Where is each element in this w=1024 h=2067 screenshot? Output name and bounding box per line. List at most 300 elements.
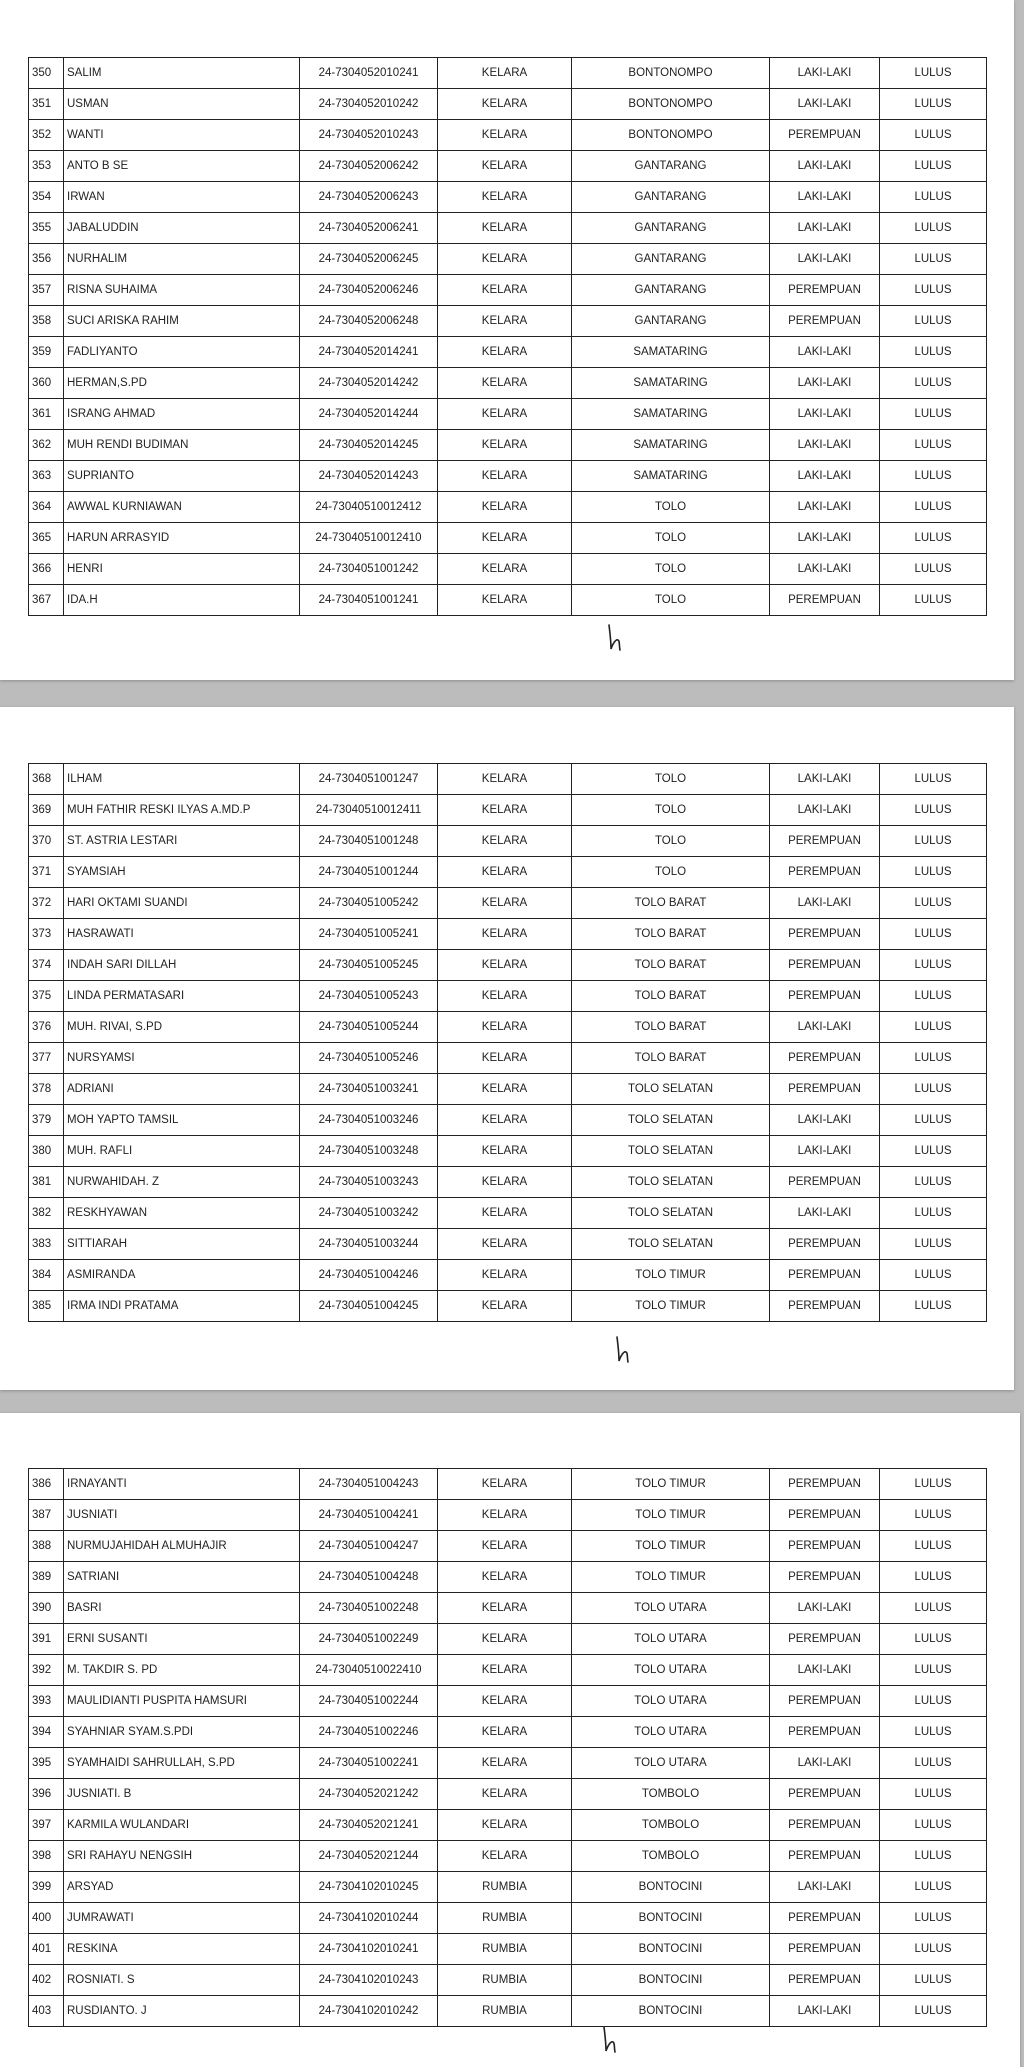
kecamatan-cell: KELARA	[438, 1655, 572, 1686]
participant-name-cell: AWWAL KURNIAWAN	[64, 492, 300, 523]
gender-cell: PEREMPUAN	[770, 857, 880, 888]
table-row	[29, 1779, 987, 1810]
participant-name-cell: SATRIANI	[64, 1562, 300, 1593]
kecamatan-cell: RUMBIA	[438, 1872, 572, 1903]
participant-name-cell: FADLIYANTO	[64, 337, 300, 368]
participant-name-cell: LINDA PERMATASARI	[64, 981, 300, 1012]
desa-cell: TOLO TIMUR	[572, 1469, 770, 1500]
status-cell: LULUS	[880, 1872, 987, 1903]
kecamatan-cell: KELARA	[438, 888, 572, 919]
gender-cell: LAKI-LAKI	[770, 58, 880, 89]
status-cell: LULUS	[880, 1167, 987, 1198]
status-cell: LULUS	[880, 919, 987, 950]
desa-cell: SAMATARING	[572, 399, 770, 430]
table-row	[29, 1043, 987, 1074]
kecamatan-cell: KELARA	[438, 764, 572, 795]
desa-cell: BONTONOMPO	[572, 58, 770, 89]
desa-cell: TOLO UTARA	[572, 1655, 770, 1686]
participant-id-cell: 24-7304051005243	[300, 981, 438, 1012]
status-cell: LULUS	[880, 1996, 987, 2027]
desa-cell: GANTARANG	[572, 213, 770, 244]
row-number-cell: 391	[29, 1624, 64, 1655]
table-row	[29, 1291, 987, 1322]
kecamatan-cell: KELARA	[438, 1810, 572, 1841]
status-cell: LULUS	[880, 1748, 987, 1779]
row-number-cell: 356	[29, 244, 64, 275]
table-row	[29, 554, 987, 585]
status-cell: LULUS	[880, 1965, 987, 1996]
desa-cell: GANTARANG	[572, 275, 770, 306]
participant-id-cell: 24-7304102010243	[300, 1965, 438, 1996]
participant-id-cell: 24-7304102010241	[300, 1934, 438, 1965]
participant-name-cell: HARUN ARRASYID	[64, 523, 300, 554]
participants-table	[28, 57, 987, 616]
gender-cell: LAKI-LAKI	[770, 888, 880, 919]
status-cell: LULUS	[880, 1105, 987, 1136]
gender-cell: LAKI-LAKI	[770, 89, 880, 120]
desa-cell: GANTARANG	[572, 151, 770, 182]
gender-cell: LAKI-LAKI	[770, 1593, 880, 1624]
gender-cell: PEREMPUAN	[770, 950, 880, 981]
gender-cell: LAKI-LAKI	[770, 244, 880, 275]
status-cell: LULUS	[880, 1043, 987, 1074]
document-page-3	[0, 1413, 1020, 2067]
row-number-cell: 358	[29, 306, 64, 337]
kecamatan-cell: KELARA	[438, 492, 572, 523]
table-row	[29, 826, 987, 857]
table-row	[29, 1934, 987, 1965]
participant-name-cell: HERMAN,S.PD	[64, 368, 300, 399]
kecamatan-cell: KELARA	[438, 1167, 572, 1198]
row-number-cell: 380	[29, 1136, 64, 1167]
table-row	[29, 1593, 987, 1624]
table-row	[29, 120, 987, 151]
participant-name-cell: NURWAHIDAH. Z	[64, 1167, 300, 1198]
desa-cell: TOLO BARAT	[572, 981, 770, 1012]
table-row	[29, 1229, 987, 1260]
participant-id-cell: 24-7304051004248	[300, 1562, 438, 1593]
row-number-cell: 363	[29, 461, 64, 492]
row-number-cell: 388	[29, 1531, 64, 1562]
participant-name-cell: ANTO B SE	[64, 151, 300, 182]
participant-name-cell: SITTIARAH	[64, 1229, 300, 1260]
kecamatan-cell: KELARA	[438, 1717, 572, 1748]
row-number-cell: 390	[29, 1593, 64, 1624]
status-cell: LULUS	[880, 213, 987, 244]
row-number-cell: 387	[29, 1500, 64, 1531]
table-row	[29, 1105, 987, 1136]
row-number-cell: 365	[29, 523, 64, 554]
status-cell: LULUS	[880, 275, 987, 306]
document-page-2	[0, 707, 1014, 1390]
table-row	[29, 1872, 987, 1903]
gender-cell: PEREMPUAN	[770, 275, 880, 306]
participant-id-cell: 24-7304052014243	[300, 461, 438, 492]
row-number-cell: 386	[29, 1469, 64, 1500]
kecamatan-cell: KELARA	[438, 1043, 572, 1074]
table-row	[29, 58, 987, 89]
participant-id-cell: 24-7304051005244	[300, 1012, 438, 1043]
desa-cell: TOLO TIMUR	[572, 1260, 770, 1291]
table-row	[29, 182, 987, 213]
participant-id-cell: 24-7304052006242	[300, 151, 438, 182]
participant-name-cell: ISRANG AHMAD	[64, 399, 300, 430]
participant-name-cell: SYAMSIAH	[64, 857, 300, 888]
status-cell: LULUS	[880, 1012, 987, 1043]
desa-cell: SAMATARING	[572, 368, 770, 399]
kecamatan-cell: KELARA	[438, 1624, 572, 1655]
status-cell: LULUS	[880, 1074, 987, 1105]
participant-id-cell: 24-7304052014242	[300, 368, 438, 399]
participant-id-cell: 24-7304051005241	[300, 919, 438, 950]
gender-cell: PEREMPUAN	[770, 1291, 880, 1322]
kecamatan-cell: KELARA	[438, 430, 572, 461]
handwritten-initial-icon	[605, 623, 629, 653]
desa-cell: GANTARANG	[572, 182, 770, 213]
status-cell: LULUS	[880, 430, 987, 461]
gender-cell: LAKI-LAKI	[770, 1872, 880, 1903]
desa-cell: TOLO SELATAN	[572, 1167, 770, 1198]
desa-cell: TOLO	[572, 857, 770, 888]
gender-cell: PEREMPUAN	[770, 120, 880, 151]
participant-name-cell: M. TAKDIR S. PD	[64, 1655, 300, 1686]
gender-cell: LAKI-LAKI	[770, 1136, 880, 1167]
desa-cell: SAMATARING	[572, 461, 770, 492]
table-row	[29, 795, 987, 826]
table-row	[29, 981, 987, 1012]
kecamatan-cell: RUMBIA	[438, 1965, 572, 1996]
participant-id-cell: 24-7304051001241	[300, 585, 438, 616]
participant-id-cell: 24-7304052010243	[300, 120, 438, 151]
participant-id-cell: 24-7304052014244	[300, 399, 438, 430]
gender-cell: PEREMPUAN	[770, 1686, 880, 1717]
kecamatan-cell: KELARA	[438, 1105, 572, 1136]
gender-cell: PEREMPUAN	[770, 1500, 880, 1531]
gender-cell: LAKI-LAKI	[770, 523, 880, 554]
participant-name-cell: IRNAYANTI	[64, 1469, 300, 1500]
status-cell: LULUS	[880, 461, 987, 492]
participant-id-cell: 24-7304052014241	[300, 337, 438, 368]
table-row	[29, 213, 987, 244]
kecamatan-cell: KELARA	[438, 1748, 572, 1779]
participant-name-cell: SALIM	[64, 58, 300, 89]
kecamatan-cell: KELARA	[438, 1779, 572, 1810]
desa-cell: TOLO SELATAN	[572, 1198, 770, 1229]
participant-id-cell: 24-7304051001248	[300, 826, 438, 857]
gender-cell: PEREMPUAN	[770, 981, 880, 1012]
table-row	[29, 461, 987, 492]
desa-cell: TOMBOLO	[572, 1841, 770, 1872]
status-cell: LULUS	[880, 826, 987, 857]
gender-cell: LAKI-LAKI	[770, 764, 880, 795]
desa-cell: BONTOCINI	[572, 1934, 770, 1965]
desa-cell: TOLO	[572, 764, 770, 795]
participant-name-cell: USMAN	[64, 89, 300, 120]
handwritten-initial-icon	[613, 1335, 637, 1365]
table-row	[29, 1012, 987, 1043]
status-cell: LULUS	[880, 1260, 987, 1291]
row-number-cell: 364	[29, 492, 64, 523]
gender-cell: PEREMPUAN	[770, 306, 880, 337]
participant-id-cell: 24-7304052006248	[300, 306, 438, 337]
participant-id-cell: 24-7304051004245	[300, 1291, 438, 1322]
participant-id-cell: 24-7304102010242	[300, 1996, 438, 2027]
desa-cell: TOLO TIMUR	[572, 1531, 770, 1562]
kecamatan-cell: RUMBIA	[438, 1903, 572, 1934]
row-number-cell: 400	[29, 1903, 64, 1934]
row-number-cell: 352	[29, 120, 64, 151]
kecamatan-cell: KELARA	[438, 1260, 572, 1291]
desa-cell: GANTARANG	[572, 244, 770, 275]
participant-name-cell: RESKINA	[64, 1934, 300, 1965]
kecamatan-cell: KELARA	[438, 795, 572, 826]
participant-id-cell: 24-7304051003244	[300, 1229, 438, 1260]
participant-name-cell: ERNI SUSANTI	[64, 1624, 300, 1655]
participant-id-cell: 24-7304051002249	[300, 1624, 438, 1655]
gender-cell: PEREMPUAN	[770, 1167, 880, 1198]
participant-id-cell: 24-7304102010245	[300, 1872, 438, 1903]
gender-cell: LAKI-LAKI	[770, 1748, 880, 1779]
status-cell: LULUS	[880, 1500, 987, 1531]
row-number-cell: 373	[29, 919, 64, 950]
gender-cell: LAKI-LAKI	[770, 795, 880, 826]
kecamatan-cell: KELARA	[438, 1562, 572, 1593]
status-cell: LULUS	[880, 795, 987, 826]
participant-id-cell: 24-73040510022410	[300, 1655, 438, 1686]
desa-cell: TOLO UTARA	[572, 1686, 770, 1717]
kecamatan-cell: KELARA	[438, 58, 572, 89]
kecamatan-cell: KELARA	[438, 1841, 572, 1872]
status-cell: LULUS	[880, 58, 987, 89]
desa-cell: TOLO UTARA	[572, 1748, 770, 1779]
participant-name-cell: MUH. RAFLI	[64, 1136, 300, 1167]
kecamatan-cell: KELARA	[438, 1074, 572, 1105]
gender-cell: PEREMPUAN	[770, 1903, 880, 1934]
participant-name-cell: ST. ASTRIA LESTARI	[64, 826, 300, 857]
gender-cell: LAKI-LAKI	[770, 554, 880, 585]
row-number-cell: 389	[29, 1562, 64, 1593]
row-number-cell: 351	[29, 89, 64, 120]
desa-cell: TOLO SELATAN	[572, 1105, 770, 1136]
kecamatan-cell: KELARA	[438, 1229, 572, 1260]
status-cell: LULUS	[880, 1229, 987, 1260]
desa-cell: TOLO BARAT	[572, 1043, 770, 1074]
row-number-cell: 350	[29, 58, 64, 89]
participant-name-cell: NURMUJAHIDAH ALMUHAJIR	[64, 1531, 300, 1562]
status-cell: LULUS	[880, 368, 987, 399]
gender-cell: PEREMPUAN	[770, 1934, 880, 1965]
participant-id-cell: 24-7304052021241	[300, 1810, 438, 1841]
table-row	[29, 1655, 987, 1686]
kecamatan-cell: KELARA	[438, 981, 572, 1012]
gender-cell: LAKI-LAKI	[770, 337, 880, 368]
kecamatan-cell: KELARA	[438, 1686, 572, 1717]
participant-id-cell: 24-7304051001244	[300, 857, 438, 888]
row-number-cell: 354	[29, 182, 64, 213]
desa-cell: TOLO	[572, 554, 770, 585]
row-number-cell: 384	[29, 1260, 64, 1291]
gender-cell: PEREMPUAN	[770, 1469, 880, 1500]
desa-cell: GANTARANG	[572, 306, 770, 337]
participant-name-cell: ROSNIATI. S	[64, 1965, 300, 1996]
table-row	[29, 523, 987, 554]
status-cell: LULUS	[880, 981, 987, 1012]
gender-cell: PEREMPUAN	[770, 826, 880, 857]
desa-cell: TOLO BARAT	[572, 950, 770, 981]
kecamatan-cell: KELARA	[438, 461, 572, 492]
participant-name-cell: IRMA INDI PRATAMA	[64, 1291, 300, 1322]
handwritten-initial-icon	[600, 2025, 624, 2055]
participant-name-cell: SUCI ARISKA RAHIM	[64, 306, 300, 337]
participant-name-cell: HASRAWATI	[64, 919, 300, 950]
kecamatan-cell: RUMBIA	[438, 1934, 572, 1965]
table-row	[29, 1167, 987, 1198]
gender-cell: PEREMPUAN	[770, 585, 880, 616]
kecamatan-cell: KELARA	[438, 857, 572, 888]
kecamatan-cell: KELARA	[438, 1593, 572, 1624]
status-cell: LULUS	[880, 1291, 987, 1322]
table-row	[29, 857, 987, 888]
document-page-1	[0, 0, 1014, 680]
participant-id-cell: 24-7304051004241	[300, 1500, 438, 1531]
status-cell: LULUS	[880, 1934, 987, 1965]
table-row	[29, 1903, 987, 1934]
gender-cell: LAKI-LAKI	[770, 1012, 880, 1043]
participant-id-cell: 24-7304051005242	[300, 888, 438, 919]
participant-name-cell: SYAHNIAR SYAM.S.PDI	[64, 1717, 300, 1748]
participant-id-cell: 24-7304051002241	[300, 1748, 438, 1779]
gender-cell: PEREMPUAN	[770, 1531, 880, 1562]
kecamatan-cell: KELARA	[438, 1198, 572, 1229]
row-number-cell: 359	[29, 337, 64, 368]
row-number-cell: 402	[29, 1965, 64, 1996]
gender-cell: PEREMPUAN	[770, 1260, 880, 1291]
kecamatan-cell: KELARA	[438, 275, 572, 306]
kecamatan-cell: KELARA	[438, 1291, 572, 1322]
participant-name-cell: HENRI	[64, 554, 300, 585]
table-row	[29, 399, 987, 430]
gender-cell: LAKI-LAKI	[770, 399, 880, 430]
status-cell: LULUS	[880, 950, 987, 981]
status-cell: LULUS	[880, 120, 987, 151]
participant-name-cell: JUSNIATI	[64, 1500, 300, 1531]
status-cell: LULUS	[880, 888, 987, 919]
kecamatan-cell: KELARA	[438, 368, 572, 399]
table-row	[29, 368, 987, 399]
kecamatan-cell: KELARA	[438, 1469, 572, 1500]
participant-name-cell: ILHAM	[64, 764, 300, 795]
status-cell: LULUS	[880, 492, 987, 523]
participant-id-cell: 24-7304051003243	[300, 1167, 438, 1198]
row-number-cell: 378	[29, 1074, 64, 1105]
status-cell: LULUS	[880, 151, 987, 182]
table-row	[29, 89, 987, 120]
table-row	[29, 244, 987, 275]
participant-id-cell: 24-7304051002244	[300, 1686, 438, 1717]
status-cell: LULUS	[880, 1903, 987, 1934]
participant-id-cell: 24-7304051005245	[300, 950, 438, 981]
participant-name-cell: MUH. RIVAI, S.PD	[64, 1012, 300, 1043]
kecamatan-cell: KELARA	[438, 337, 572, 368]
kecamatan-cell: KELARA	[438, 1012, 572, 1043]
table-row	[29, 1996, 987, 2027]
gender-cell: LAKI-LAKI	[770, 151, 880, 182]
table-row	[29, 1717, 987, 1748]
status-cell: LULUS	[880, 1841, 987, 1872]
table-row	[29, 1260, 987, 1291]
table-row	[29, 306, 987, 337]
desa-cell: BONTONOMPO	[572, 89, 770, 120]
row-number-cell: 396	[29, 1779, 64, 1810]
row-number-cell: 397	[29, 1810, 64, 1841]
status-cell: LULUS	[880, 1779, 987, 1810]
status-cell: LULUS	[880, 1531, 987, 1562]
table-row	[29, 1136, 987, 1167]
participant-id-cell: 24-7304051003241	[300, 1074, 438, 1105]
desa-cell: TOLO TIMUR	[572, 1500, 770, 1531]
row-number-cell: 376	[29, 1012, 64, 1043]
participant-id-cell: 24-7304052021244	[300, 1841, 438, 1872]
row-number-cell: 375	[29, 981, 64, 1012]
table-row	[29, 1562, 987, 1593]
table-row	[29, 1748, 987, 1779]
participant-name-cell: MUH RENDI BUDIMAN	[64, 430, 300, 461]
participant-name-cell: KARMILA WULANDARI	[64, 1810, 300, 1841]
table-row	[29, 430, 987, 461]
row-number-cell: 377	[29, 1043, 64, 1074]
row-number-cell: 385	[29, 1291, 64, 1322]
gender-cell: LAKI-LAKI	[770, 492, 880, 523]
participant-name-cell: BASRI	[64, 1593, 300, 1624]
desa-cell: TOLO TIMUR	[572, 1562, 770, 1593]
status-cell: LULUS	[880, 244, 987, 275]
kecamatan-cell: KELARA	[438, 919, 572, 950]
table-row	[29, 1965, 987, 1996]
desa-cell: BONTOCINI	[572, 1872, 770, 1903]
participant-name-cell: MUH FATHIR RESKI ILYAS A.MD.P	[64, 795, 300, 826]
desa-cell: TOLO SELATAN	[572, 1074, 770, 1105]
participant-id-cell: 24-7304051001247	[300, 764, 438, 795]
desa-cell: TOLO BARAT	[572, 1012, 770, 1043]
kecamatan-cell: RUMBIA	[438, 1996, 572, 2027]
status-cell: LULUS	[880, 1136, 987, 1167]
gender-cell: PEREMPUAN	[770, 1624, 880, 1655]
desa-cell: TOLO TIMUR	[572, 1291, 770, 1322]
participant-id-cell: 24-7304052006241	[300, 213, 438, 244]
row-number-cell: 357	[29, 275, 64, 306]
table-row	[29, 950, 987, 981]
desa-cell: TOLO UTARA	[572, 1593, 770, 1624]
participant-id-cell: 24-7304051004246	[300, 1260, 438, 1291]
table-row	[29, 275, 987, 306]
participant-name-cell: MAULIDIANTI PUSPITA HAMSURI	[64, 1686, 300, 1717]
status-cell: LULUS	[880, 1686, 987, 1717]
row-number-cell: 366	[29, 554, 64, 585]
desa-cell: TOLO UTARA	[572, 1624, 770, 1655]
status-cell: LULUS	[880, 399, 987, 430]
participant-id-cell: 24-7304052014245	[300, 430, 438, 461]
row-number-cell: 383	[29, 1229, 64, 1260]
participant-name-cell: SUPRIANTO	[64, 461, 300, 492]
participant-name-cell: JUSNIATI. B	[64, 1779, 300, 1810]
gender-cell: LAKI-LAKI	[770, 1655, 880, 1686]
table-row	[29, 1469, 987, 1500]
gender-cell: PEREMPUAN	[770, 1562, 880, 1593]
kecamatan-cell: KELARA	[438, 826, 572, 857]
kecamatan-cell: KELARA	[438, 399, 572, 430]
participant-id-cell: 24-7304052006246	[300, 275, 438, 306]
desa-cell: SAMATARING	[572, 337, 770, 368]
